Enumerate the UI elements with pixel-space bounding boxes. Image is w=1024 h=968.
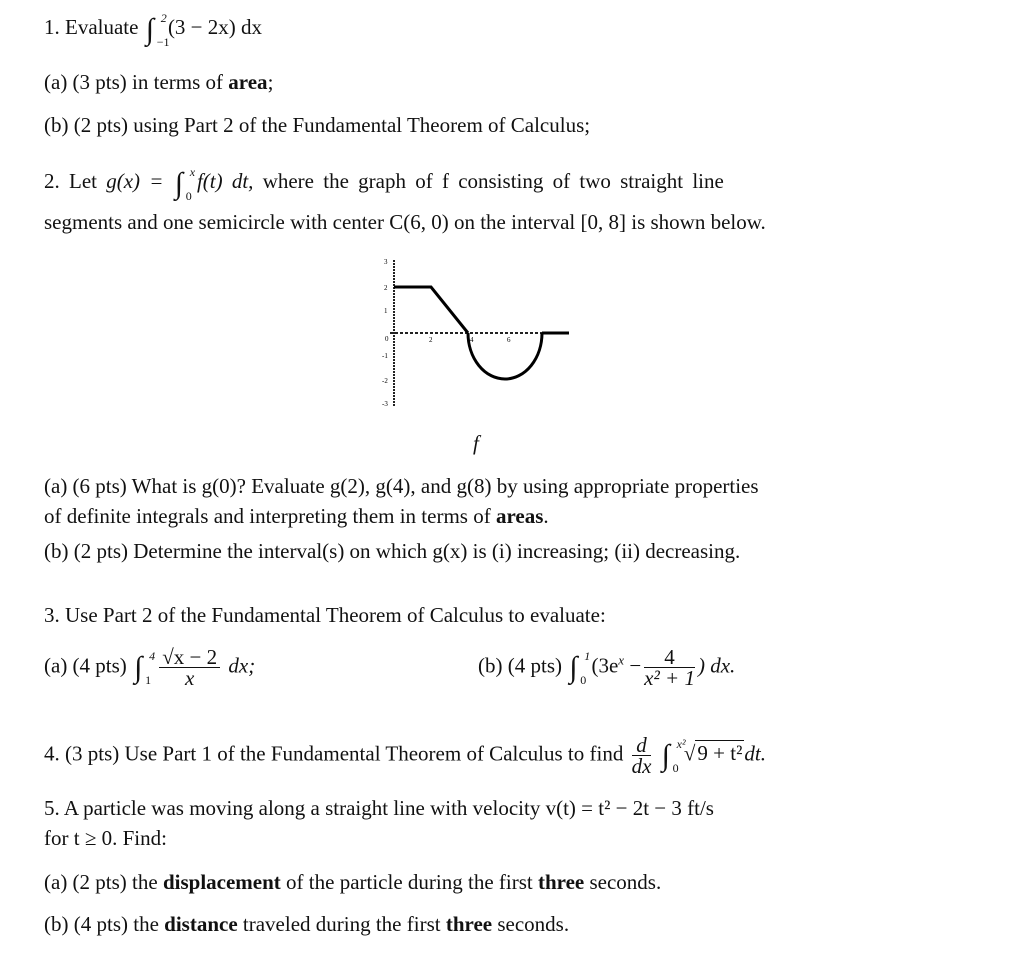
part-text: (a) (2 pts) the xyxy=(44,870,158,894)
exponent: x xyxy=(618,652,625,668)
prompt-text: 4. (3 pts) Use Part 1 of the Fundamental Theorem of Calculus to find xyxy=(44,741,624,766)
part-text: seconds. xyxy=(497,912,570,936)
q5-prompt-line2: for t ≥ 0. Find: xyxy=(44,826,167,850)
semicircle xyxy=(468,333,542,379)
differential: dx; xyxy=(228,653,256,678)
q5-part-a xyxy=(44,869,661,895)
q2-prompt-line2: segments and one semicircle with center C(6, 0) on the interval [0, 8] is shown below. xyxy=(44,210,766,234)
integral-sign: ∫ 1 0 xyxy=(569,649,591,688)
function-graph xyxy=(370,250,580,415)
upper-limit: x xyxy=(189,165,196,179)
question-number: 1. xyxy=(44,15,60,39)
q1-part-a xyxy=(44,69,273,95)
q4-prompt xyxy=(44,735,766,776)
lower-limit: 0 xyxy=(580,673,587,688)
q3-prompt: 3. Use Part 2 of the Fundamental Theorem of Calculus to evaluate: xyxy=(44,603,606,627)
denominator: x xyxy=(185,666,195,690)
upper-limit: 2 xyxy=(160,11,167,25)
numerator: 4 xyxy=(644,647,695,668)
numerator: d xyxy=(632,735,652,756)
bold-term: area xyxy=(228,70,268,94)
bold-term: areas xyxy=(495,504,544,528)
lower-limit: 0 xyxy=(672,761,679,776)
denominator: x² + 1 xyxy=(644,666,695,690)
part-text: traveled during the first xyxy=(242,912,441,936)
bold-term: distance xyxy=(164,912,238,936)
integral-sign: ∫ 4 1 xyxy=(134,649,156,688)
q3-part-a xyxy=(44,647,255,688)
y-tick-label: 2 xyxy=(384,284,388,292)
integral-sign: ∫ x² 0 xyxy=(661,737,686,776)
numerator: √x − 2 xyxy=(159,647,220,668)
differential: ) dx. xyxy=(697,653,736,678)
q2-part-a-line2 xyxy=(44,503,549,529)
y-tick-label: -1 xyxy=(382,352,388,360)
part-text: of the particle during the first xyxy=(286,870,533,894)
integral-sign: ∫ 2 −1 xyxy=(145,11,170,49)
integrand: (3 − 2x) dx xyxy=(167,15,263,39)
q5-prompt: 5. A particle was moving along a straight line with velocity v(t) = t² − 2t − 3 ft/s xyxy=(44,796,714,820)
part-label: (a) (4 pts) xyxy=(44,653,127,678)
fraction xyxy=(159,647,220,688)
part-text: (a) (3 pts) in terms of xyxy=(44,70,224,94)
y-tick-label: 3 xyxy=(384,258,388,266)
radicand: 9 + t² xyxy=(697,741,743,766)
q5-part-b xyxy=(44,911,569,937)
q2-part-b: (b) (2 pts) Determine the interval(s) on which g(x) is (i) increasing; (ii) decreasing. xyxy=(44,539,741,563)
q1-part-b: (b) (2 pts) using Part 2 of the Fundamental Theorem of Calculus; xyxy=(44,113,591,137)
part-text: seconds. xyxy=(589,870,662,894)
bold-term: displacement xyxy=(162,870,281,894)
graph-caption xyxy=(473,430,479,456)
integral-sign: ∫ x 0 xyxy=(174,165,196,203)
q2-prompt xyxy=(44,165,724,203)
punctuation: ; xyxy=(267,70,274,94)
part-text: (b) (4 pts) the xyxy=(44,912,159,936)
prompt-text: Let xyxy=(69,169,97,193)
x-tick-label: 4 xyxy=(470,336,474,344)
q3-part-b xyxy=(478,647,735,688)
differential: dt. xyxy=(744,741,766,766)
function-name: f xyxy=(473,431,479,455)
part-text: of definite integrals and interpreting them in terms of xyxy=(44,504,491,528)
prompt-text: Evaluate xyxy=(65,15,139,39)
function-definition: g(x) = xyxy=(106,169,164,193)
part-label: (b) (4 pts) xyxy=(478,653,562,678)
upper-limit: 4 xyxy=(149,649,156,664)
upper-limit: x² xyxy=(676,737,686,752)
x-tick-label: 6 xyxy=(507,336,511,344)
lower-limit: 0 xyxy=(185,189,192,203)
x-tick-label: 0 xyxy=(385,335,389,343)
lower-limit: −1 xyxy=(156,35,170,49)
derivative-operator xyxy=(632,735,652,776)
lower-limit: 1 xyxy=(145,673,152,688)
bold-term: three xyxy=(445,912,493,936)
punctuation: . xyxy=(543,504,549,528)
integrand: f(t) dt, xyxy=(196,169,254,193)
denominator: dx xyxy=(631,754,652,778)
prompt-text: where the graph of f consisting of two straight line xyxy=(262,169,724,193)
bold-term: three xyxy=(537,870,585,894)
integrand-term: (3e xyxy=(591,653,619,678)
upper-limit: 1 xyxy=(584,649,591,664)
y-tick-label: 1 xyxy=(384,307,388,315)
x-tick-label: 2 xyxy=(429,336,433,344)
question-number: 2. xyxy=(44,169,60,193)
line-segments xyxy=(394,287,468,333)
y-tick-label: -3 xyxy=(382,400,388,408)
fraction xyxy=(644,647,695,688)
sqrt-icon: √ xyxy=(683,741,696,766)
q2-part-a: (a) (6 pts) What is g(0)? Evaluate g(2), g(4), and g(8) by using appropriate properties xyxy=(44,474,759,498)
q1-prompt xyxy=(44,11,263,49)
y-tick-label: -2 xyxy=(382,377,388,385)
minus-sign: − xyxy=(624,653,642,678)
